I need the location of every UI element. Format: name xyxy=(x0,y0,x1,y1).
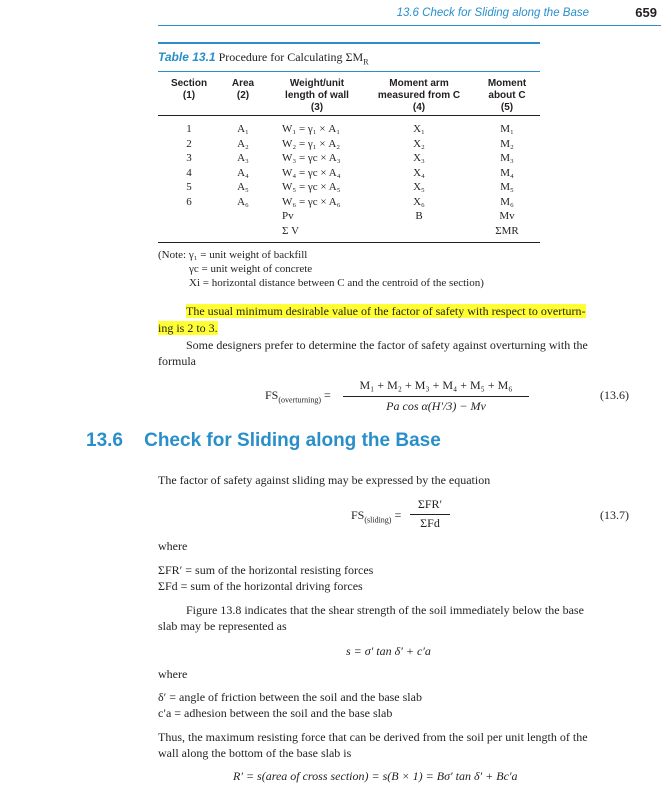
section-heading xyxy=(86,430,441,452)
table-cell-section: 1 xyxy=(186,123,192,135)
eq-resisting-force: R′ = s(area of cross section) = s(B × 1) = Bσ′ tan δ′ + Bc′a xyxy=(233,769,518,783)
table-row xyxy=(158,180,540,194)
table-cell-area: A₆ xyxy=(237,195,249,208)
eq137-lhs: $FS_{(sliding)}$ = xyxy=(351,508,402,525)
table-cell-moment: Mv xyxy=(499,210,515,222)
page-number: 659 xyxy=(635,5,657,20)
section-number: 13.6 xyxy=(86,430,123,451)
col-header-moment: Moment about C (5) xyxy=(487,78,527,113)
table-caption-label: Table 13.1 xyxy=(158,50,216,64)
table-cell-weight: W₅ = γc × A₅ xyxy=(282,181,341,193)
table-cell-section: 3 xyxy=(186,152,192,164)
eq-shear-strength: s = σ′ tan δ′ + c′a xyxy=(346,644,431,658)
table-cell-section: 4 xyxy=(186,166,192,179)
table-row xyxy=(158,195,540,209)
header-rule xyxy=(158,25,661,26)
table-bottom-rule xyxy=(158,242,540,243)
table-cell-arm: X₆ xyxy=(413,195,425,208)
table-header-rule xyxy=(158,115,540,116)
table-cell-section: 2 xyxy=(186,137,192,150)
table-row xyxy=(158,151,540,165)
definition-2: ΣFd = sum of the horizontal driving forces xyxy=(158,579,363,593)
table-caption-sub: R xyxy=(363,57,369,67)
table-top-rule xyxy=(158,42,540,44)
table-caption xyxy=(158,50,369,66)
eq136-number: (13.6) xyxy=(600,388,629,402)
para2: The factor of safety against sliding may be expressed by the equation xyxy=(158,473,491,487)
table-cell-weight: W₆ = γc × A₆ xyxy=(282,195,341,208)
eq137-number: (13.7) xyxy=(600,508,629,522)
table-cell-moment: M₅ xyxy=(500,181,514,193)
table-cell-area: A₃ xyxy=(237,152,249,164)
where-1: where xyxy=(158,539,188,553)
table-cell-arm: X₅ xyxy=(413,181,425,193)
highlight-line-1 xyxy=(186,303,586,320)
table-cell-weight: W₄ = γc × A₄ xyxy=(282,166,341,179)
definition-1: ΣFR′ = sum of the horizontal resisting forces xyxy=(158,563,374,577)
table-cell-moment: M₄ xyxy=(500,166,514,179)
table-cell-area: A₅ xyxy=(237,181,249,193)
table-cell-weight: W₁ = γ₁ × A₁ xyxy=(282,123,341,135)
table-note-1: (Note: γ₁ = unit weight of backfill xyxy=(158,249,308,261)
eq137-numerator: ΣFR′ xyxy=(417,497,443,511)
para3-line2: slab may be represented as xyxy=(158,619,287,633)
table-cell-area: A₁ xyxy=(237,123,249,135)
table-row xyxy=(158,209,540,223)
eq136-numerator: M₁ + M₂ + M₃ + M₄ + M₅ + M₆ xyxy=(359,378,513,392)
table-row xyxy=(158,137,540,151)
table-caption-text: Procedure for Calculating ΣM xyxy=(218,50,364,64)
table-cell-weight: W₂ = γ₁ × A₂ xyxy=(282,137,341,150)
col-header-arm: Moment arm measured from C (4) xyxy=(377,78,461,113)
table-cell-moment: ΣMR xyxy=(495,224,519,237)
table-cell-section: 6 xyxy=(186,195,192,208)
section-title: Check for Sliding along the Base xyxy=(144,430,441,451)
table-row xyxy=(158,166,540,180)
table-cell-weight: W₃ = γc × A₃ xyxy=(282,152,341,164)
table-cell-moment: M₆ xyxy=(500,195,514,208)
table-cell-arm: B xyxy=(415,210,423,222)
para1-line1: Some designers prefer to determine the factor of safety against overturning with the xyxy=(186,338,588,352)
table-row xyxy=(158,224,540,238)
para3-line1: Figure 13.8 indicates that the shear strength of the soil immediately below the base xyxy=(186,603,584,617)
table-cell-arm: X₁ xyxy=(413,123,425,135)
highlighted-text-2: ing is 2 to 3. xyxy=(158,321,218,335)
caption-rule xyxy=(158,71,540,72)
table-cell-weight: Pv xyxy=(282,210,294,222)
definition-4: c′a = adhesion between the soil and the base slab xyxy=(158,706,393,720)
table-cell-moment: M₂ xyxy=(500,137,514,150)
table-cell-moment: M₃ xyxy=(500,152,514,164)
eq137-denominator: ΣFd xyxy=(420,516,440,530)
col-header-weight: Weight/unit length of wall (3) xyxy=(285,78,349,113)
where-2: where xyxy=(158,667,188,681)
table-cell-moment: M₁ xyxy=(500,123,514,135)
table-cell-arm: X₂ xyxy=(413,137,425,150)
table-cell-section: 5 xyxy=(186,181,192,193)
definition-3: δ′ = angle of friction between the soil and the base slab xyxy=(158,690,422,704)
col-header-section: Section (1) xyxy=(170,78,208,101)
highlighted-text-1: The usual minimum desirable value of the factor of safety with respect to overturn- xyxy=(186,304,586,318)
para4-line1: Thus, the maximum resisting force that can be derived from the soil per unit length of the xyxy=(158,730,588,744)
table-cell-area: A₂ xyxy=(237,137,249,150)
para4-line2: wall along the bottom of the base slab is xyxy=(158,746,352,760)
eq136-fraction-line xyxy=(343,396,529,397)
eq136-lhs: $FS_{(overturning)}$ = xyxy=(265,388,331,405)
table-cell-area: A₄ xyxy=(237,166,249,179)
table-cell-weight: Σ V xyxy=(282,224,300,237)
para1-line2: formula xyxy=(158,354,196,368)
table-cell-arm: X₄ xyxy=(413,166,425,179)
table-row xyxy=(158,122,540,136)
col-header-area: Area (2) xyxy=(231,78,255,101)
table-note-3: Xi = horizontal distance between C and the centroid of the section) xyxy=(189,277,484,289)
table-cell-arm: X₃ xyxy=(413,152,425,164)
running-head: 13.6 Check for Sliding along the Base xyxy=(396,7,589,19)
eq136-denominator: Pa cos α(H′/3) − Mv xyxy=(386,399,486,413)
highlight-line-2 xyxy=(158,320,218,337)
table-note-2: γc = unit weight of concrete xyxy=(189,263,313,275)
eq137-fraction-line xyxy=(410,514,450,515)
